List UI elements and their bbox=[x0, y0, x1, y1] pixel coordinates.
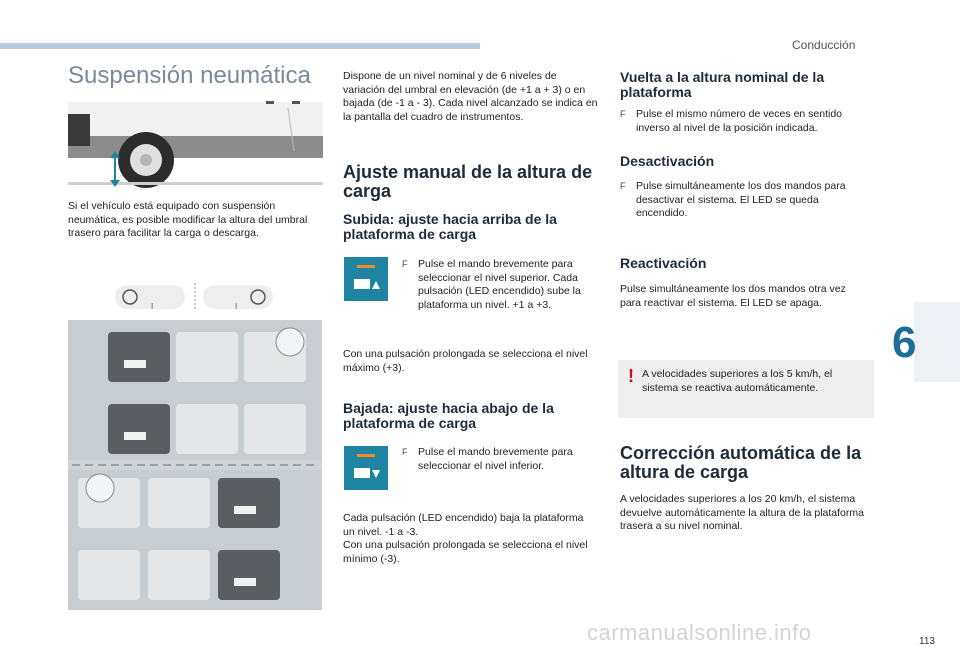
chapter-tab bbox=[914, 302, 960, 382]
levels-paragraph: Dispone de un nivel nominal y de 6 niveles de variación del umbral en elevación (de +1 a + 3) o en bajada (de -1 a - 3). Cada nivel alcanzado se indica en la pantalla del cuadro de instrumentos. bbox=[343, 70, 598, 123]
van-rear-illustration bbox=[68, 96, 323, 191]
page-title: Suspensión neumática bbox=[68, 62, 311, 89]
intro-text: Si el vehículo está equipado con suspensión neumática, es posible modificar la altura del umbral trasero para facilitar la carga o descarga. bbox=[68, 200, 308, 239]
return-bullet: F Pulse el mismo número de veces en sentido inverso al nivel de la posición indicada. bbox=[620, 108, 843, 134]
manual-adjust-heading: Ajuste manual de la altura de carga bbox=[343, 162, 593, 201]
section-label: Conducción bbox=[792, 38, 856, 52]
lower-heading: Bajada: ajuste hacia abajo de la plataforma de carga bbox=[343, 400, 554, 431]
lower-bullet: F Pulse el mando brevemente para seleccionar el nivel inferior. bbox=[402, 446, 573, 472]
auto-correction-heading: Corrección automática de la altura de carga bbox=[620, 443, 862, 482]
bullet-mark: F bbox=[620, 181, 626, 191]
warning-text: A velocidades superiores a los 5 km/h, el sistema se reactiva automáticamente. bbox=[642, 368, 833, 394]
lower-button-icon bbox=[344, 446, 388, 490]
dashboard-switches-illustration bbox=[68, 320, 322, 610]
raise-button-icon bbox=[344, 257, 388, 301]
raise-bullet: F Pulse el mando brevemente para seleccionar el nivel superior. Cada pulsación (LED encendido) sube la plataforma un nivel. +1 a +3. bbox=[402, 258, 581, 311]
page-number: 113 bbox=[919, 636, 935, 647]
watermark: carmanualsonline.info bbox=[587, 620, 812, 645]
raise-long-press-text: Con una pulsación prolongada se selecciona el nivel máximo (+3). bbox=[343, 348, 588, 374]
bullet-mark: F bbox=[402, 259, 408, 269]
deactivation-heading: Desactivación bbox=[620, 153, 715, 169]
return-nominal-heading: Vuelta a la altura nominal de la plataforma bbox=[620, 69, 825, 100]
raise-heading: Subida: ajuste hacia arriba de la plataforma de carga bbox=[343, 211, 557, 242]
svg-text:I: I bbox=[235, 302, 238, 311]
reactivation-heading: Reactivación bbox=[620, 255, 707, 271]
switch-legend-icons bbox=[115, 283, 275, 313]
bullet-mark: F bbox=[620, 109, 626, 119]
svg-text:I: I bbox=[151, 302, 154, 311]
bullet-mark: F bbox=[402, 447, 408, 457]
lower-text: Cada pulsación (LED encendido) baja la plataforma un nivel. -1 a -3. Con una pulsación prolongada se selecciona el nivel mínimo (-3). bbox=[343, 512, 588, 565]
warning-icon: ! bbox=[628, 366, 634, 386]
auto-correction-text: A velocidades superiores a los 20 km/h, el sistema devuelve automáticamente la altura de la plataforma trasera a su nivel nominal. bbox=[620, 493, 864, 532]
chapter-number: 6 bbox=[892, 318, 917, 367]
reactivation-text: Pulse simultáneamente los dos mandos otra vez para reactivar el sistema. El LED se apaga. bbox=[620, 283, 846, 309]
header-bar bbox=[0, 43, 480, 49]
deactivation-bullet: F Pulse simultáneamente los dos mandos para desactivar el sistema. El LED se queda encendido. bbox=[620, 180, 846, 219]
